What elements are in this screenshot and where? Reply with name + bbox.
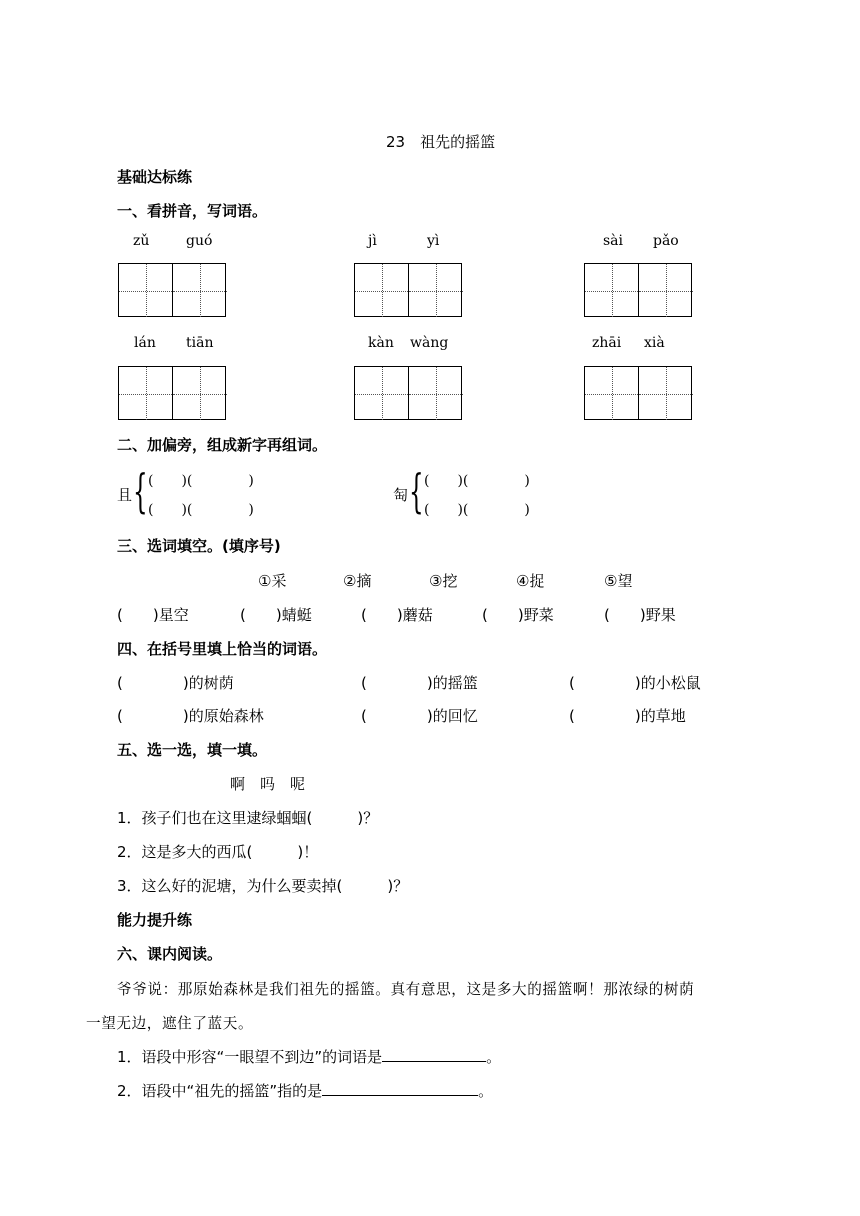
blank-row[interactable]: ( )( ) <box>424 473 530 489</box>
brace-icon: { <box>409 464 424 518</box>
pinyin-label: zhāi <box>592 335 622 351</box>
section-5-heading: 五、选一选，填一填。 <box>117 741 268 759</box>
option: ⑤望 <box>604 572 633 590</box>
particle-options: 啊 吗 呢 <box>230 775 306 793</box>
pinyin-label: tiān <box>186 335 214 351</box>
question-punct: 。 <box>486 1048 502 1066</box>
pinyin-label: jì <box>368 233 377 249</box>
option: ④捉 <box>516 572 545 590</box>
question[interactable]: 1．孩子们也在这里逮绿蝈蝈( )？ <box>117 809 379 827</box>
fill-blank[interactable]: ( )野果 <box>604 606 676 624</box>
fill-blank[interactable]: ( )的回忆 <box>361 707 478 725</box>
section-4-heading: 四、在括号里填上恰当的词语。 <box>117 640 328 658</box>
pinyin-label: pǎo <box>653 233 679 249</box>
pinyin-label: lán <box>134 335 156 351</box>
option: ③挖 <box>429 572 458 590</box>
fill-blank[interactable]: ( )的草地 <box>569 707 686 725</box>
writing-grid[interactable] <box>584 366 692 420</box>
pinyin-label: xià <box>644 335 665 351</box>
question-punct: 。 <box>478 1082 494 1100</box>
pinyin-label: wàng <box>410 335 449 351</box>
pinyin-label: guó <box>186 233 213 249</box>
fill-blank[interactable]: ( )的原始森林 <box>117 707 264 725</box>
section-2-heading: 二、加偏旁，组成新字再组词。 <box>117 436 328 454</box>
blank-row[interactable]: ( )( ) <box>424 502 530 518</box>
option: ②摘 <box>343 572 372 590</box>
section-1-heading: 一、看拼音，写词语。 <box>117 202 268 220</box>
reading-passage-line: 一望无边，遮住了蓝天。 <box>86 1015 254 1032</box>
option: ①采 <box>258 572 287 590</box>
question[interactable]: 2．这是多大的西瓜( )！ <box>117 843 319 861</box>
pinyin-label: kàn <box>368 335 394 351</box>
fill-blank[interactable]: ( )的摇篮 <box>361 674 478 692</box>
question-text: 1．语段中形容“一眼望不到边”的词语是 <box>117 1048 383 1066</box>
writing-grid[interactable] <box>354 366 462 420</box>
fill-blank[interactable]: ( )星空 <box>117 606 189 624</box>
brace-icon: { <box>133 464 148 518</box>
reading-question-1 <box>117 1046 501 1067</box>
radical-char: 匋 <box>393 486 409 504</box>
fill-blank[interactable]: ( )蜻蜓 <box>240 606 312 624</box>
fill-blank[interactable]: ( )的树荫 <box>117 674 234 692</box>
fill-blank[interactable]: ( )蘑菇 <box>361 606 433 624</box>
question[interactable]: 3．这么好的泥塘，为什么要卖掉( )？ <box>117 877 409 895</box>
page-title: 23 祖先的摇篮 <box>386 133 496 151</box>
blank-row[interactable]: ( )( ) <box>148 473 254 489</box>
section-6-heading: 六、课内阅读。 <box>117 945 223 963</box>
section-3-heading: 三、选词填空。(填序号) <box>117 537 281 555</box>
answer-line[interactable] <box>322 1081 478 1096</box>
answer-line[interactable] <box>382 1047 486 1062</box>
question-text: 2．语段中“祖先的摇篮”指的是 <box>117 1082 323 1100</box>
section-ability-heading: 能力提升练 <box>117 911 193 929</box>
pinyin-label: sài <box>603 233 624 249</box>
writing-grid[interactable] <box>118 263 226 317</box>
fill-blank[interactable]: ( )野菜 <box>482 606 554 624</box>
pinyin-label: zǔ <box>133 233 150 249</box>
fill-blank[interactable]: ( )的小松鼠 <box>569 674 701 692</box>
pinyin-label: yì <box>427 233 440 249</box>
blank-row[interactable]: ( )( ) <box>148 502 254 518</box>
writing-grid[interactable] <box>354 263 462 317</box>
radical-char: 且 <box>117 486 133 504</box>
section-basic-heading: 基础达标练 <box>117 168 193 186</box>
writing-grid[interactable] <box>118 366 226 420</box>
reading-passage-line: 爷爷说：那原始森林是我们祖先的摇篮。真有意思，这是多大的摇篮啊！那浓绿的树荫 <box>117 981 695 998</box>
writing-grid[interactable] <box>584 263 692 317</box>
reading-question-2 <box>117 1080 493 1101</box>
